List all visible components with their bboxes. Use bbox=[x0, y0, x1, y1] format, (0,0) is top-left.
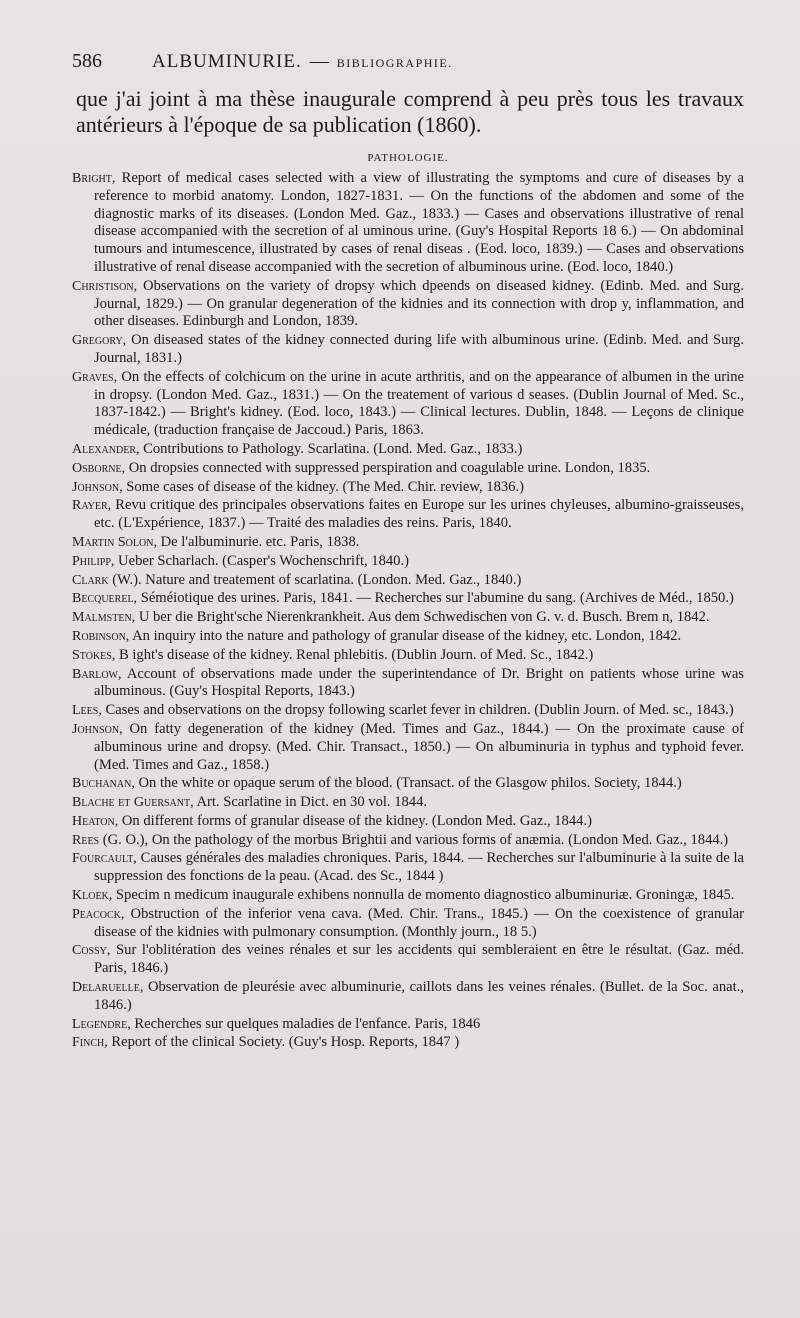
entry-text: Some cases of disease of the kidney. (The Med. Chir. review, 1836.) bbox=[122, 478, 524, 495]
entry-author: Johnson, bbox=[72, 479, 123, 495]
entry-author: Martin Solon, bbox=[72, 534, 157, 550]
bibliography-entry bbox=[72, 170, 744, 277]
entry-text: Revu critique des principales observations faites en Europe sur les urines chyleuses, albumino-graisseuses, etc. (L'Expérience, 1837.) — Traité des maladies des reins. Paris, 1840. bbox=[94, 497, 744, 532]
bibliography-entry bbox=[72, 460, 744, 478]
entry-text: On dropsies connected with suppressed perspiration and coagulable urine. London, 1835. bbox=[125, 459, 651, 476]
entry-text: Obstruction of the inferior vena cava. (Med. Chir. Trans., 1845.) — On the coexistence of granular disease of the kidnies with pulmonary consumption. (Monthly journ., 18 5.) bbox=[94, 905, 744, 940]
bibliography-entry bbox=[72, 979, 744, 1015]
entry-text: Report of the clinical Society. (Guy's Hosp. Reports, 1847 ) bbox=[107, 1034, 460, 1051]
entry-author: Gregory, bbox=[72, 333, 127, 349]
entry-text: Art. Scarlatine in Dict. en 30 vol. 1844. bbox=[193, 794, 428, 811]
entry-author: Buchanan, bbox=[72, 776, 135, 792]
entry-author: Robinson, bbox=[72, 628, 130, 644]
entry-text: On fatty degeneration of the kidney (Med. Times and Gaz., 1844.) — On the proximate cause of albuminous urine and dropsy. (Med. Chir. Transact., 1850.) — On albuminuria in typhus and typhoid fever. (Med. Times and Gaz., 1858.) bbox=[94, 720, 744, 773]
bibliography-entry bbox=[72, 609, 744, 627]
entry-author: Barlow, bbox=[72, 666, 122, 682]
bibliography-entry bbox=[72, 497, 744, 533]
entry-text: (W.). Nature and treatement of scarlatina. (London. Med. Gaz., 1840.) bbox=[108, 571, 522, 588]
entry-author: Peacock, bbox=[72, 906, 125, 922]
bibliography-entry bbox=[72, 666, 744, 702]
bibliography-entry bbox=[72, 775, 744, 793]
intro-paragraph: que j'ai joint à ma thèse inaugurale comprend à peu près tous les travaux antérieurs à l'époque de sa publication (1860). bbox=[76, 86, 744, 137]
entry-text: (G. O.), On the pathology of the morbus Brightii and various forms of anæmia. (London Med. Gaz., 1844.) bbox=[99, 831, 729, 848]
entry-text: On the white or opaque serum of the blood. (Transact. of the Glasgow philos. Society, 1844.) bbox=[134, 775, 682, 792]
bibliography-entry bbox=[72, 278, 744, 331]
bibliography-entry bbox=[72, 369, 744, 440]
bibliography-entry bbox=[72, 441, 744, 459]
bibliography-entry bbox=[72, 887, 744, 905]
page-number: 586 bbox=[72, 50, 102, 72]
entry-author: Delaruelle, bbox=[72, 980, 144, 996]
entry-author: Kloek, bbox=[72, 888, 113, 904]
bibliography-entry bbox=[72, 794, 744, 812]
entry-text: Recherches sur quelques maladies de l'enfance. Paris, 1846 bbox=[130, 1015, 481, 1032]
running-title: ALBUMINURIE. bbox=[152, 51, 302, 72]
entry-text: On diseased states of the kidney connected during life with albuminous urine. (Edinb. Med. and Surg. Journal, 1831.) bbox=[94, 332, 744, 366]
entry-text: B ight's disease of the kidney. Renal phlebitis. (Dublin Journ. of Med. Sc., 1842.) bbox=[115, 646, 594, 663]
bibliography-entry bbox=[72, 832, 744, 850]
bibliography-entry bbox=[72, 479, 744, 497]
entry-text: De l'albuminurie. etc. Paris, 1838. bbox=[156, 533, 360, 550]
entry-author: Rees bbox=[72, 832, 100, 848]
entry-text: Sur l'oblitération des veines rénales et sur les accidents qui sembleraient en être le résultat. (Gaz. méd. Paris, 1846.) bbox=[94, 942, 744, 977]
entry-text: Cases and observations on the dropsy following scarlet fever in children. (Dublin Journ. of Med. sc., 1843.) bbox=[101, 702, 734, 719]
bibliography-entry bbox=[72, 813, 744, 831]
bibliography-entry bbox=[72, 1016, 744, 1034]
entry-author: Bright, bbox=[72, 171, 116, 186]
entry-author: Clark bbox=[72, 572, 109, 588]
entry-author: Philipp, bbox=[72, 553, 115, 569]
bibliography-entry bbox=[72, 332, 744, 368]
entry-author: Blache et Guersant, bbox=[72, 795, 194, 811]
entry-text: Observations on the variety of dropsy which dpeends on diseased kidney. (Edinb. Med. and Surg. Journal, 1829.) — On granular degeneration of the kidnies and its connection with drop y, inflammation, and other diseases. Edinburgh and London, 1839. bbox=[94, 277, 744, 330]
bibliography-entry bbox=[72, 553, 744, 571]
entry-author: Becquerel, bbox=[72, 591, 138, 607]
entry-author: Heaton, bbox=[72, 813, 119, 829]
entry-text: Specim n medicum inaugurale exhibens nonnulla de momento diagnostico albuminuriæ. Groningæ, 1845. bbox=[112, 887, 735, 904]
bibliography-entry bbox=[72, 647, 744, 665]
entry-author: Johnson, bbox=[72, 721, 123, 737]
bibliography-entry bbox=[72, 702, 744, 720]
bibliography-entry bbox=[72, 906, 744, 942]
entry-author: Alexander, bbox=[72, 441, 140, 457]
bibliography-entry bbox=[72, 590, 744, 608]
entry-text: On different forms of granular disease of the kidney. (London Med. Gaz., 1844.) bbox=[118, 812, 592, 829]
entry-author: Osborne, bbox=[72, 460, 126, 476]
bibliography-entry bbox=[72, 942, 744, 978]
entry-text: Account of observations made under the superintendance of Dr. Bright on patients whose urine was albuminous. (Guy's Hospital Reports, 1843.) bbox=[94, 665, 744, 700]
entry-author: Graves, bbox=[72, 369, 118, 385]
entry-author: Cossy, bbox=[72, 943, 111, 959]
entry-text: Ueber Scharlach. (Casper's Wochenschrift, 1840.) bbox=[114, 552, 409, 569]
running-separator: — bbox=[309, 51, 329, 72]
entry-text: On the effects of colchicum on the urine in acute arthritis, and on the appearance of albumen in the urine in dropsy. (London Med. Gaz., 1831.) — On the treatement of various d seases. (Dublin Journal of Med. Sc., 1837-1842.) — Bright's kidney. (Eod. loco, 1843.) — Clinical lectures. Dublin, 1848. — Leçons de clinique médicale, (traduction française de Jaccoud.) Paris, 1863. bbox=[94, 368, 744, 439]
entry-text: U ber die Bright'sche Nierenkrankheit. Aus dem Schwedischen von G. v. d. Busch. Brem n, 1842. bbox=[135, 609, 710, 626]
entry-author: Finch, bbox=[72, 1035, 108, 1051]
entry-text: Causes générales des maladies chroniques. Paris, 1844. — Recherches sur l'albuminurie à la suite de la suppression des fonctions de la peau. (Acad. des Sc., 1844 ) bbox=[94, 850, 744, 885]
entry-text: An inquiry into the nature and pathology of granular disease of the kidney, etc. London, 1842. bbox=[129, 627, 682, 644]
bibliography-entry bbox=[72, 721, 744, 774]
bibliography-entry bbox=[72, 1034, 744, 1052]
entry-author: Malmsten, bbox=[72, 610, 136, 626]
bibliography-entry bbox=[72, 534, 744, 552]
entry-text: Séméiotique des urines. Paris, 1841. — Recherches sur l'abumine du sang. (Archives de Méd., 1850.) bbox=[137, 590, 734, 607]
entry-author: Lees, bbox=[72, 703, 102, 719]
entry-text: Contributions to Pathology. Scarlatina. (Lond. Med. Gaz., 1833.) bbox=[139, 440, 523, 457]
entry-author: Fourcault, bbox=[72, 851, 137, 867]
entry-author: Legendre, bbox=[72, 1016, 131, 1032]
bibliography-list bbox=[72, 170, 744, 1052]
entry-author: Stokes, bbox=[72, 647, 116, 663]
entry-author: Christison, bbox=[72, 278, 138, 294]
entry-author: Rayer, bbox=[72, 498, 112, 514]
bibliography-entry bbox=[72, 572, 744, 590]
entry-text: Report of medical cases selected with a view of illustrating the symptoms and cure of diseases by a reference to morbid anatomy. London, 1827-1831. — On the functions of the abdomen and some of the diagnostic marks of its diseases. (London Med. Gaz., 1833.) — Cases and observations illustrative of renal disease accompanied with the secretion of al uminous urine. (Guy's Hospital Reports 18 6.) — On abdominal tumours and intumescence, illustrated by cases of renal diseas . (Eod. loco, 1839.) — Cases and observations illustrative of renal disease accompanied with the secretion of albuminous urine. (Eod. loco, 1840.) bbox=[94, 170, 744, 275]
bibliography-entry bbox=[72, 628, 744, 646]
running-subtitle: BIBLIOGRAPHIE. bbox=[336, 56, 453, 70]
entry-text: Observation de pleurésie avec albuminurie, caillots dans les veines rénales. (Bullet. de la Soc. anat., 1846.) bbox=[94, 979, 744, 1013]
section-title: PATHOLOGIE. bbox=[367, 152, 449, 164]
running-head bbox=[72, 50, 744, 80]
bibliography-entry bbox=[72, 850, 744, 886]
